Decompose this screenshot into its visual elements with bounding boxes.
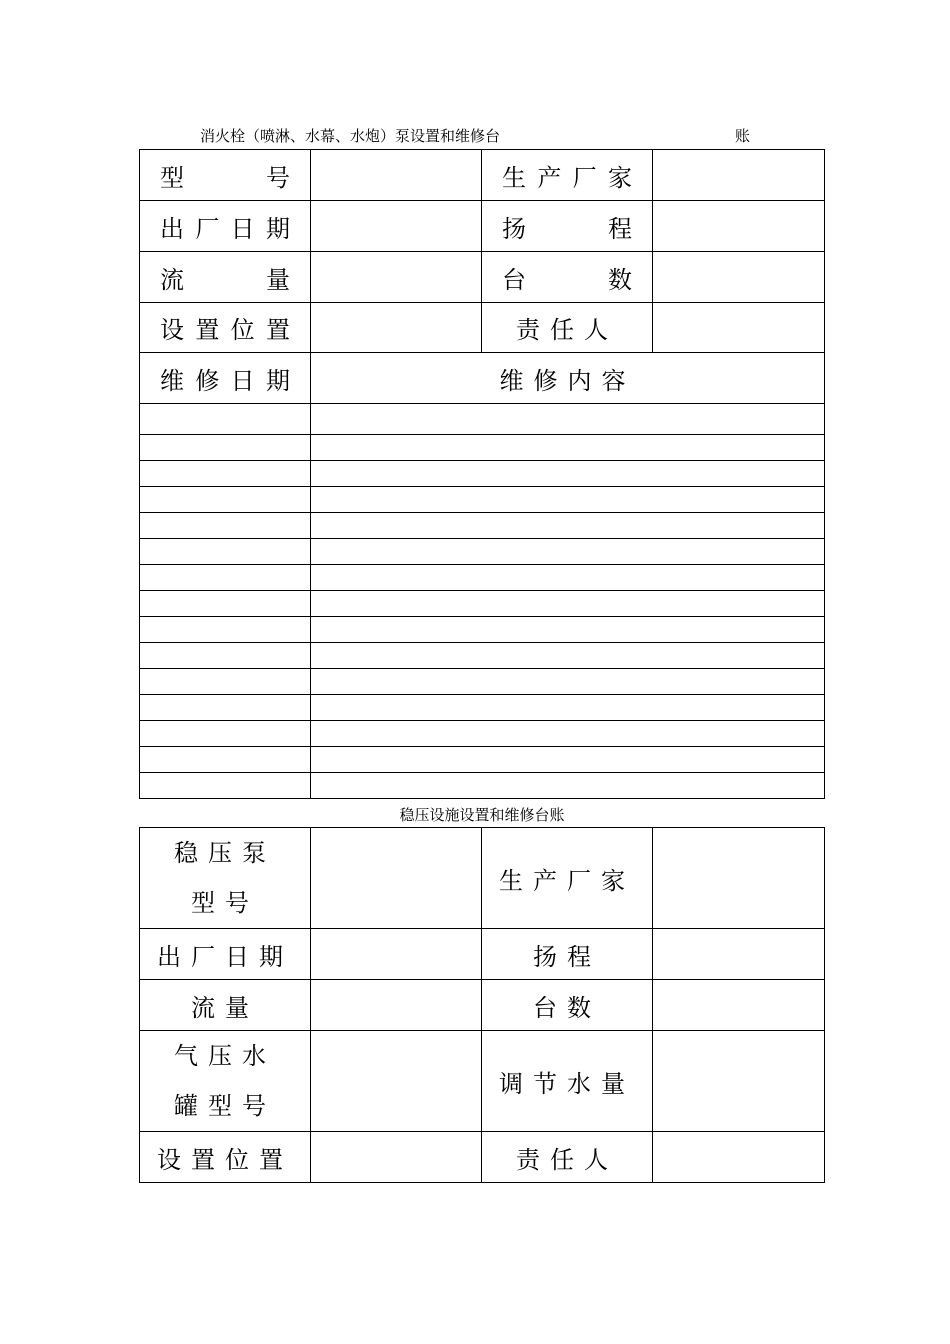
maintenance-entry-row — [140, 539, 825, 565]
maintenance-date-cell[interactable] — [140, 565, 311, 591]
manufacturer-label: 生产厂家 — [482, 828, 653, 929]
stabilizer-pump-model-value-cell[interactable] — [311, 828, 482, 929]
location-row — [140, 303, 825, 353]
stabilizer-pump-model-label: 稳压泵型号 — [140, 828, 311, 929]
location-row — [140, 1132, 825, 1183]
maintenance-date-cell[interactable] — [140, 695, 311, 721]
maintenance-date-cell[interactable] — [140, 461, 311, 487]
maintenance-content-cell[interactable] — [311, 435, 825, 461]
maintenance-content-cell[interactable] — [311, 487, 825, 513]
flow-label: 流 量 — [140, 252, 311, 303]
table1-title: 消火栓（喷淋、水幕、水炮）泵设置和维修台 — [200, 127, 501, 145]
maintenance-entry-row — [140, 591, 825, 617]
maintenance-content-cell[interactable] — [311, 404, 825, 435]
maintenance-date-cell[interactable] — [140, 404, 311, 435]
regulating-water-volume-label: 调节水量 — [482, 1031, 653, 1132]
head-label: 扬程 — [482, 929, 653, 980]
head-value-cell[interactable] — [653, 929, 825, 980]
factory-date-value-cell[interactable] — [311, 201, 482, 252]
pressure-tank-model-value-cell[interactable] — [311, 1031, 482, 1132]
maintenance-content-cell[interactable] — [311, 773, 825, 799]
maintenance-date-cell[interactable] — [140, 487, 311, 513]
model-value-cell[interactable] — [311, 150, 482, 201]
flow-label: 流量 — [140, 980, 311, 1031]
maintenance-entry-row — [140, 435, 825, 461]
maintenance-date-header: 维 修 日 期 — [140, 353, 311, 404]
maintenance-content-header: 维修内容 — [311, 353, 825, 404]
maintenance-content-cell[interactable] — [311, 643, 825, 669]
maintenance-date-cell[interactable] — [140, 513, 311, 539]
maintenance-entry-row — [140, 695, 825, 721]
flow-value-cell[interactable] — [311, 980, 482, 1031]
maintenance-date-cell[interactable] — [140, 539, 311, 565]
maintenance-entry-row — [140, 461, 825, 487]
maintenance-entry-row — [140, 747, 825, 773]
location-value-cell[interactable] — [311, 1132, 482, 1183]
maintenance-date-cell[interactable] — [140, 643, 311, 669]
maintenance-entry-row — [140, 643, 825, 669]
maintenance-content-cell[interactable] — [311, 721, 825, 747]
model-row — [140, 150, 825, 201]
maintenance-entry-row — [140, 487, 825, 513]
flow-row — [140, 980, 825, 1031]
factory-date-label: 出厂日期 — [140, 929, 311, 980]
quantity-value-cell[interactable] — [653, 252, 825, 303]
quantity-label: 台数 — [482, 980, 653, 1031]
flow-row — [140, 252, 825, 303]
maintenance-entry-row — [140, 565, 825, 591]
maintenance-date-cell[interactable] — [140, 773, 311, 799]
factory-date-label: 出 厂 日 期 — [140, 201, 311, 252]
pressure-tank-model-label: 气压水罐型号 — [140, 1031, 311, 1132]
quantity-value-cell[interactable] — [653, 980, 825, 1031]
maintenance-content-cell[interactable] — [311, 539, 825, 565]
stabilizer-pump-model-row — [140, 828, 825, 929]
maintenance-content-cell[interactable] — [311, 747, 825, 773]
responsible-person-label: 责任人 — [482, 303, 653, 353]
table1-title-end: 账 — [735, 127, 751, 145]
responsible-person-label: 责任人 — [482, 1132, 653, 1183]
maintenance-content-cell[interactable] — [311, 669, 825, 695]
responsible-person-value-cell[interactable] — [653, 303, 825, 353]
location-value-cell[interactable] — [311, 303, 482, 353]
quantity-label: 台 数 — [482, 252, 653, 303]
maintenance-content-cell[interactable] — [311, 461, 825, 487]
location-label: 设置位置 — [140, 1132, 311, 1183]
location-label: 设 置 位 置 — [140, 303, 311, 353]
maintenance-date-cell[interactable] — [140, 617, 311, 643]
maintenance-entry-row — [140, 721, 825, 747]
maintenance-date-cell[interactable] — [140, 721, 311, 747]
table2-title: 稳压设施设置和维修台账 — [399, 806, 565, 824]
regulating-water-volume-value-cell[interactable] — [653, 1031, 825, 1132]
factory-date-row — [140, 201, 825, 252]
responsible-person-value-cell[interactable] — [653, 1132, 825, 1183]
maintenance-content-cell[interactable] — [311, 617, 825, 643]
stabilizer-ledger-table — [139, 827, 825, 1183]
maintenance-date-cell[interactable] — [140, 435, 311, 461]
maintenance-header-row — [140, 353, 825, 404]
head-label: 扬 程 — [482, 201, 653, 252]
head-value-cell[interactable] — [653, 201, 825, 252]
pressure-tank-model-row — [140, 1031, 825, 1132]
maintenance-content-cell[interactable] — [311, 565, 825, 591]
maintenance-entry-row — [140, 773, 825, 799]
maintenance-entry-row — [140, 669, 825, 695]
manufacturer-value-cell[interactable] — [653, 150, 825, 201]
manufacturer-value-cell[interactable] — [653, 828, 825, 929]
maintenance-date-cell[interactable] — [140, 591, 311, 617]
maintenance-content-cell[interactable] — [311, 513, 825, 539]
factory-date-row — [140, 929, 825, 980]
maintenance-entry-row — [140, 513, 825, 539]
maintenance-date-cell[interactable] — [140, 747, 311, 773]
manufacturer-label: 生 产 厂 家 — [482, 150, 653, 201]
maintenance-content-cell[interactable] — [311, 695, 825, 721]
maintenance-content-cell[interactable] — [311, 591, 825, 617]
pump-ledger-table — [139, 149, 825, 799]
maintenance-date-cell[interactable] — [140, 669, 311, 695]
maintenance-entry-row — [140, 617, 825, 643]
maintenance-entry-row — [140, 404, 825, 435]
factory-date-value-cell[interactable] — [311, 929, 482, 980]
model-label: 型 号 — [140, 150, 311, 201]
flow-value-cell[interactable] — [311, 252, 482, 303]
